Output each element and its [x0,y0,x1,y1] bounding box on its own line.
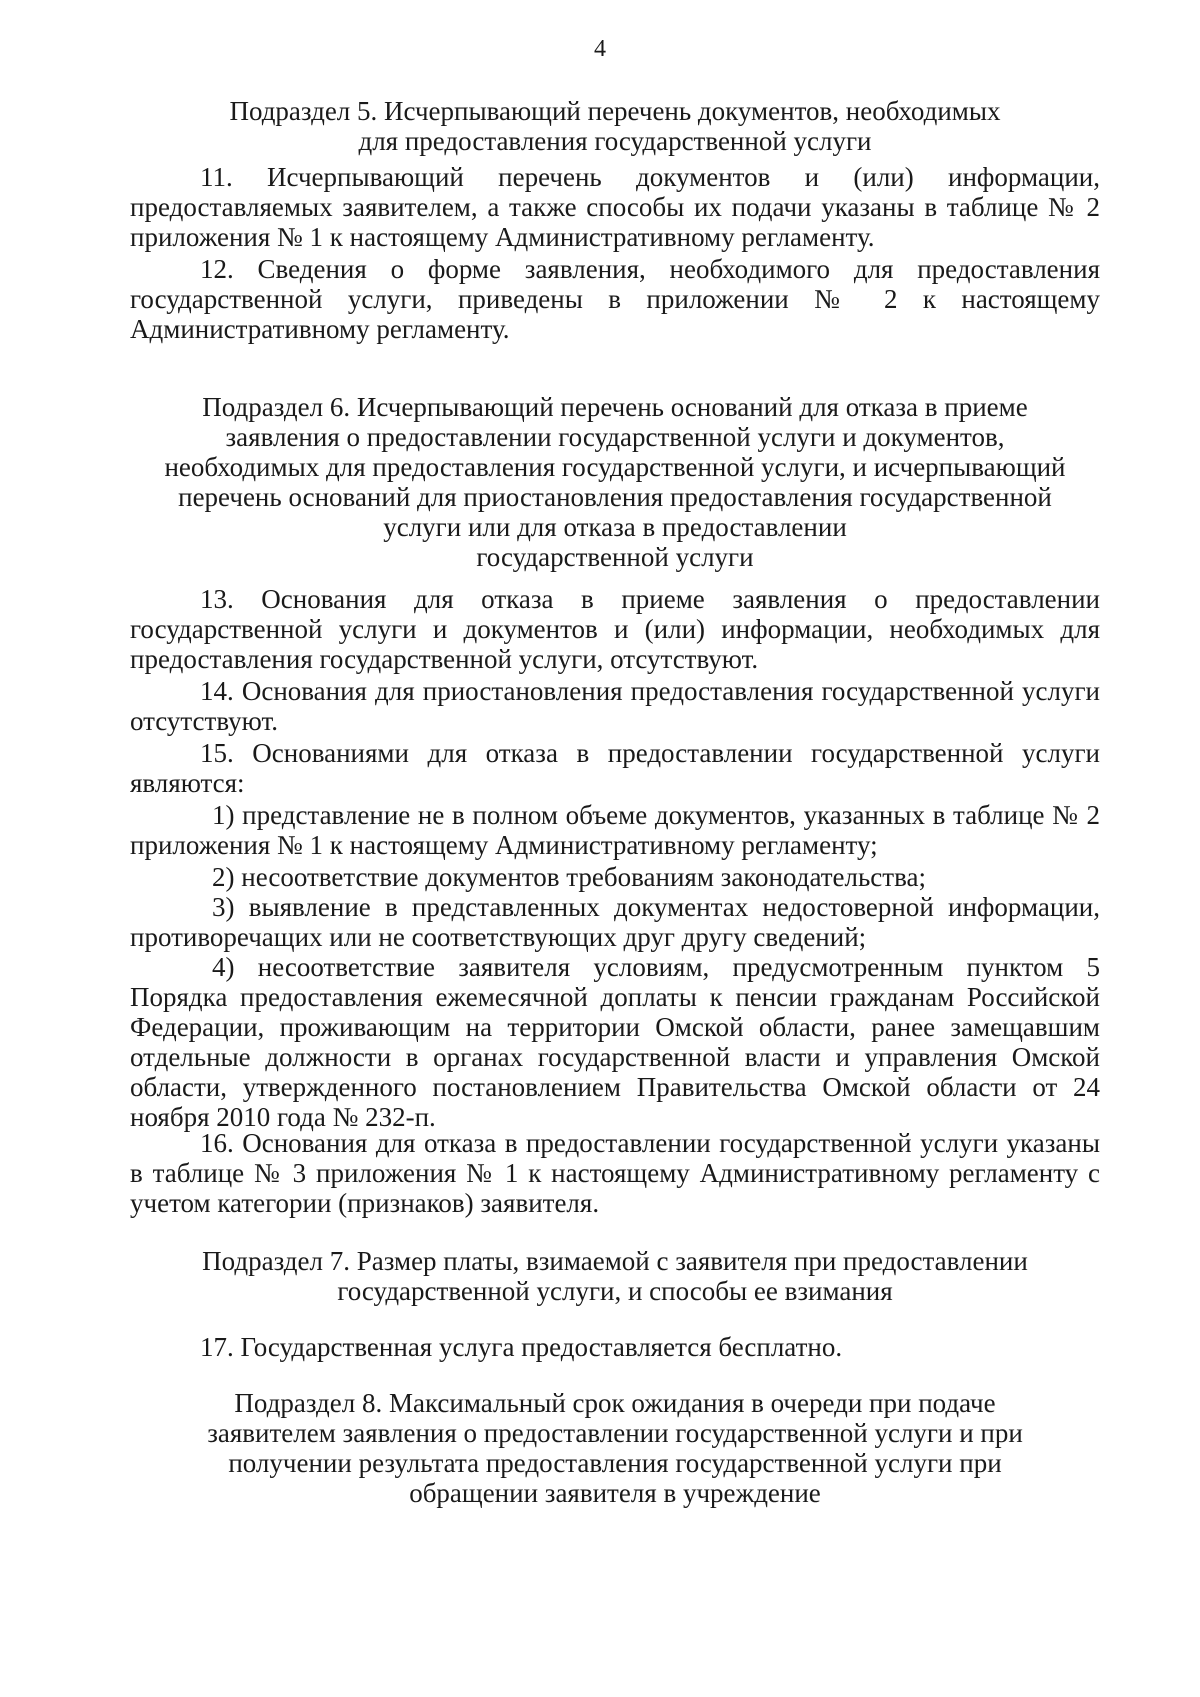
heading-line: перечень оснований для приостановления предоставления государственной [178,482,1052,512]
paragraph-15-item-3: 3) выявление в представленных документах недостоверной информации, противоречащих или не соответствующих друг другу сведений; [130,892,1100,952]
heading-line: Подраздел 7. Размер платы, взимаемой с заявителя при предоставлении [202,1246,1028,1276]
paragraph-13: 13. Основания для отказа в приеме заявления о предоставлении государственной услуги и документов и (или) информации, необходимых для предоставления государственной услуги, отсутствуют. [130,584,1100,674]
page-number: 4 [594,36,606,62]
heading-line: услуги или для отказа в предоставлении [383,512,847,542]
heading-line: государственной услуги [476,542,754,572]
heading-line: государственной услуги, и способы ее взимания [337,1276,893,1306]
heading-line: заявителем заявления о предоставлении государственной услуги и при [207,1418,1023,1448]
section-6-heading [130,392,1100,572]
paragraph-12: 12. Сведения о форме заявления, необходимого для предоставления государственной услуги, приведены в приложении № 2 к настоящему Административному регламенту. [130,254,1100,344]
paragraph-15-item-2: 2) несоответствие документов требованиям законодательства; [212,862,926,892]
heading-line: Подраздел 8. Максимальный срок ожидания в очереди при подаче [234,1388,996,1418]
section-8-heading [130,1388,1100,1508]
section-7-heading [130,1246,1100,1306]
paragraph-16: 16. Основания для отказа в предоставлении государственной услуги указаны в таблице № 3 приложения № 1 к настоящему Административному регламенту с учетом категории (признаков) заявителя. [130,1128,1100,1218]
paragraph-14: 14. Основания для приостановления предоставления государственной услуги отсутствуют. [130,676,1100,736]
heading-line: обращении заявителя в учреждение [409,1478,821,1508]
heading-line: Подраздел 5. Исчерпывающий перечень документов, необходимых [229,96,1001,126]
heading-line: необходимых для предоставления государственной услуги, и исчерпывающий [164,452,1066,482]
paragraph-11: 11. Исчерпывающий перечень документов и (или) информации, предоставляемых заявителем, а также способы их подачи указаны в таблице № 2 приложения № 1 к настоящему Административному регламенту. [130,162,1100,252]
heading-line: заявления о предоставлении государственной услуги и документов, [225,422,1005,452]
heading-line: получении результата предоставления государственной услуги при [228,1448,1002,1478]
heading-line: Подраздел 6. Исчерпывающий перечень оснований для отказа в приеме [202,392,1028,422]
heading-line: для предоставления государственной услуги [358,126,872,156]
paragraph-17: 17. Государственная услуга предоставляется бесплатно. [200,1332,843,1362]
paragraph-15: 15. Основаниями для отказа в предоставлении государственной услуги являются: [130,738,1100,798]
paragraph-15-item-4: 4) несоответствие заявителя условиям, предусмотренным пунктом 5 Порядка предоставления ежемесячной доплаты к пенсии гражданам Российской Федерации, проживающим на территории Омской области, ранее замещавшим отдельные должности в органах государственной власти и управления Омской области, утвержденного постановлением Правительства Омской области от 24 ноября 2010 года № 232-п. [130,952,1100,1132]
paragraph-15-item-1: 1) представление не в полном объеме документов, указанных в таблице № 2 приложения № 1 к настоящему Административному регламенту; [130,800,1100,860]
section-5-heading [130,96,1100,156]
